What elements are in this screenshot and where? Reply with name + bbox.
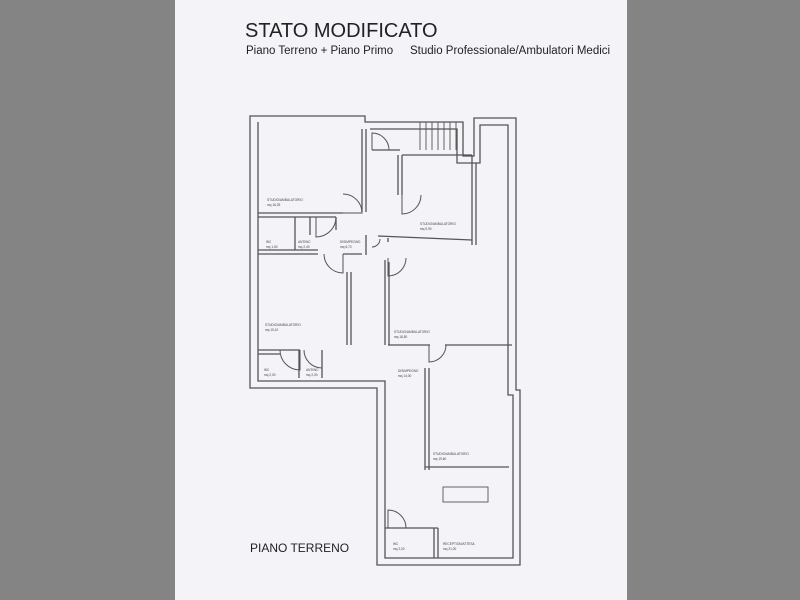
room-name: DISIMPEGNO xyxy=(340,240,361,244)
room-area: mq 15,10 xyxy=(265,328,279,332)
room-area: mq 2,00 xyxy=(306,373,318,377)
room-name: DISIMPEGNO xyxy=(398,369,419,373)
room-name: STUDIO/AMBULATORIO xyxy=(420,222,456,226)
room-area: mq 2,40 xyxy=(298,245,310,249)
room-labels xyxy=(264,198,476,551)
room-area: mq 6,70 xyxy=(340,245,352,249)
room-name: RECEPTION/ATTESA xyxy=(443,542,475,546)
room-area: mq 9,90 xyxy=(420,227,432,231)
room-area: mq 21,00 xyxy=(443,547,457,551)
reception-desk xyxy=(443,487,488,502)
room-area: mq 1,50 xyxy=(266,245,278,249)
room-name: ANTIWC xyxy=(298,240,311,244)
room-name: ANTIWC xyxy=(306,368,319,372)
staircase xyxy=(420,122,456,150)
room-name: STUDIO/AMBULATORIO xyxy=(267,198,303,202)
room-name: WC xyxy=(264,368,270,372)
drawing-title: STATO MODIFICATO xyxy=(245,20,438,42)
room-area: mq 14,00 xyxy=(398,374,412,378)
room-area: mq 16,25 xyxy=(267,203,281,207)
room-name: WC xyxy=(393,542,399,546)
floor-label: PIANO TERRENO xyxy=(250,541,350,555)
drawing-subtitle-use: Studio Professionale/Ambulatori Medici xyxy=(410,45,611,57)
drawing-subtitle-floors: Piano Terreno + Piano Primo xyxy=(246,45,394,57)
room-area: mq 18,50 xyxy=(394,335,408,339)
room-area: mq 2,00 xyxy=(264,373,276,377)
room-area: mq 19,60 xyxy=(433,457,447,461)
room-name: STUDIO/AMBULATORIO xyxy=(394,330,430,334)
room-name: WC xyxy=(266,240,272,244)
room-area: mq 2,00 xyxy=(393,547,405,551)
room-name: STUDIO/AMBULATORIO xyxy=(433,452,469,456)
room-name: STUDIO/AMBULATORIO xyxy=(265,323,301,327)
